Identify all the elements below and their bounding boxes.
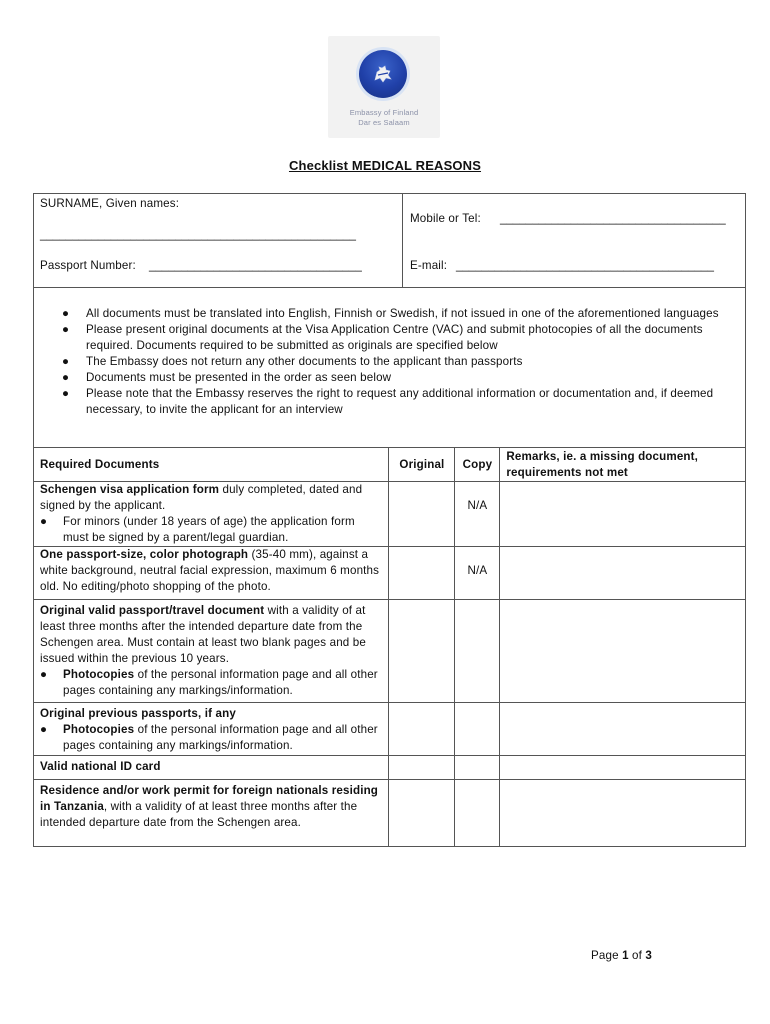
instructions-list: [62, 306, 746, 418]
document-cell: Original previous passports, if any ● Photocopies of the personal information page and all other pages containing any markings/information.: [34, 703, 389, 756]
lion-crest-icon: [359, 50, 407, 98]
sub-item: ● Photocopies of the personal information page and all other pages containing any markings/information.: [40, 723, 378, 752]
logo-line-2: Dar es Salaam: [358, 118, 410, 127]
document-cell: Valid national ID card: [34, 756, 389, 780]
table-row: [34, 756, 746, 780]
email-field[interactable]: ________________________________________: [456, 259, 714, 272]
remarks-cell[interactable]: [500, 703, 746, 756]
copy-cell[interactable]: [455, 756, 500, 780]
original-checkbox-cell[interactable]: [389, 780, 455, 847]
document-cell: Schengen visa application form duly completed, dated and signed by the applicant. ● For minors (under 18 years of age) the application form must be signed by a parent/legal guardian.: [34, 482, 389, 547]
mobile-field[interactable]: ___________________________________: [500, 212, 726, 225]
document-cell: Residence and/or work permit for foreign nationals residing in Tanzania, with a validity of at least three months after the intended departure date from the Schengen area.: [34, 780, 389, 847]
instruction-item: ● Documents must be presented in the order as seen below: [62, 371, 392, 384]
passport-number-label: Passport Number:: [40, 259, 136, 272]
table-row: [34, 703, 746, 756]
page-number: Page 1 of 3: [591, 949, 653, 962]
logo-line-1: Embassy of Finland: [349, 108, 419, 117]
header-required-documents: Required Documents: [34, 448, 389, 482]
table-row: [34, 482, 746, 547]
copy-cell[interactable]: N/A: [455, 482, 500, 547]
table-row: [34, 780, 746, 847]
page-title: Checklist MEDICAL REASONS: [288, 158, 482, 173]
header-remarks: Remarks, ie. a missing document, requirements not met: [500, 448, 746, 482]
header-original: Original: [389, 448, 455, 482]
table-row: [34, 600, 746, 703]
required-documents-table: [33, 447, 746, 847]
remarks-cell[interactable]: [500, 780, 746, 847]
header-copy: Copy: [455, 448, 500, 482]
remarks-cell[interactable]: [500, 547, 746, 600]
original-checkbox-cell[interactable]: [389, 756, 455, 780]
remarks-cell[interactable]: [500, 600, 746, 703]
instruction-item: ● All documents must be translated into English, Finnish or Swedish, if not issued in one of the aforementioned languages: [62, 307, 719, 320]
copy-cell[interactable]: [455, 703, 500, 756]
instruction-item: ● Please note that the Embassy reserves the right to request any additional information or documentation and, if deemed necessary, to invite the applicant for an interview: [62, 387, 714, 416]
remarks-cell[interactable]: [500, 482, 746, 547]
instruction-item: ● Please present original documents at the Visa Application Centre (VAC) and submit photocopies of all the documents required. Documents required to be submitted as originals are specified below: [62, 323, 703, 352]
remarks-cell[interactable]: [500, 756, 746, 780]
copy-cell[interactable]: N/A: [455, 547, 500, 600]
document-cell: Original valid passport/travel document with a validity of at least three months after the intended departure date from the Schengen area. Must contain at least two blank pages and be issued within the previous 10 years. ● Photocopies of the personal information page and all other pages containing any markings/information.: [34, 600, 389, 703]
document-cell: One passport-size, color photograph (35-40 mm), against a white background, neutral facial expression, maximum 6 months old. No editing/photo shopping of the photo.: [34, 547, 389, 600]
original-checkbox-cell[interactable]: [389, 547, 455, 600]
table-header-row: [34, 448, 746, 482]
surname-field[interactable]: _________________________________________________: [40, 228, 356, 241]
email-label: E-mail:: [410, 259, 448, 272]
original-checkbox-cell[interactable]: [389, 482, 455, 547]
original-checkbox-cell[interactable]: [389, 703, 455, 756]
embassy-logo: [328, 36, 440, 138]
copy-cell[interactable]: [455, 780, 500, 847]
column-divider: [402, 193, 403, 287]
instruction-item: ● The Embassy does not return any other documents to the applicant than passports: [62, 355, 523, 368]
copy-cell[interactable]: [455, 600, 500, 703]
original-checkbox-cell[interactable]: [389, 600, 455, 703]
passport-number-field[interactable]: _________________________________: [149, 259, 362, 272]
surname-label: SURNAME, Given names:: [40, 197, 180, 210]
section-divider: [33, 287, 746, 288]
table-row: [34, 547, 746, 600]
sub-item: ● For minors (under 18 years of age) the application form must be signed by a parent/legal guardian.: [40, 515, 355, 544]
sub-item: ● Photocopies of the personal information page and all other pages containing any markings/information.: [40, 668, 378, 697]
mobile-label: Mobile or Tel:: [410, 212, 481, 225]
